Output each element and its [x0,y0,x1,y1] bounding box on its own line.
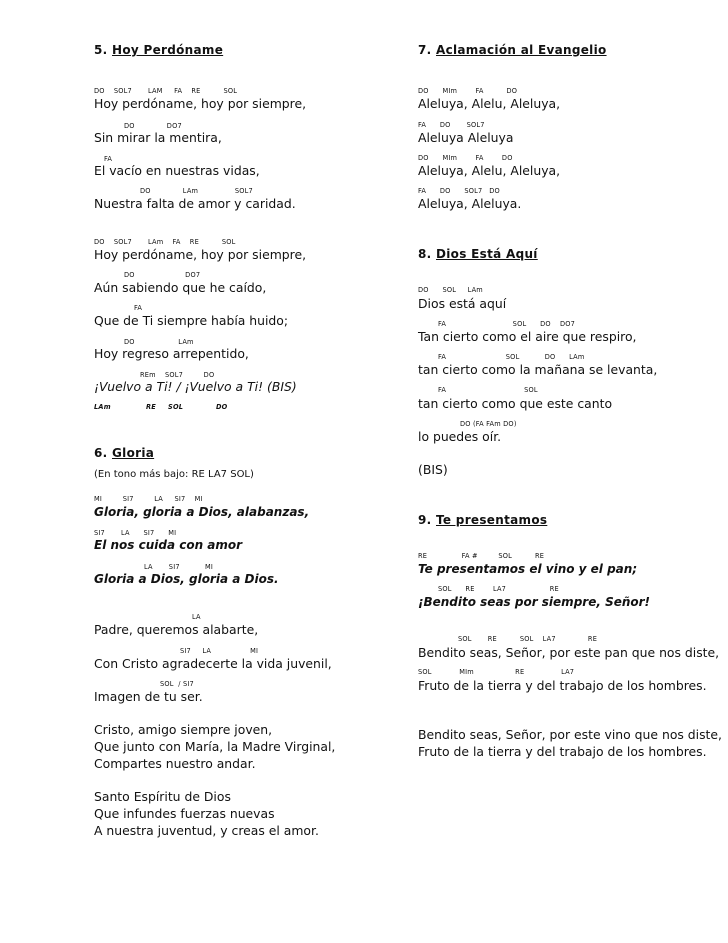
song-note: (En tono más bajo: RE LA7 SOL) [94,469,254,480]
lyric-line: Compartes nuestro andar. [94,756,256,771]
chord-line: SI7 LA MI [180,647,259,655]
chord-line: DO MIm FA DO [418,87,518,95]
chord-line: FA DO SOL7 [418,121,485,129]
lyric-line: Te presentamos el vino y el pan; [418,562,638,576]
chord-line: MI SI7 LA SI7 MI [94,495,203,503]
song-number: 5. [94,43,108,57]
lyric-line: Aleluya, Alelu, Aleluya, [418,163,561,178]
lyric-line: Hoy regreso arrepentido, [94,346,249,361]
chord-line: SOL RE SOL LA7 RE [458,635,598,643]
chord-line: DO SOL7 LAm FA RE SOL [94,238,236,246]
lyric-line: lo puedes oír. [418,429,502,444]
song-title: Te presentamos [436,513,548,527]
lyric-line: Cristo, amigo siempre joven, [94,722,273,737]
chord-line: RE FA # SOL RE [418,552,545,560]
lyric-line: Con Cristo agradecerte la vida juvenil, [94,656,332,671]
lyric-line: Hoy perdóname, hoy por siempre, [94,247,307,262]
lyric-line: Sin mirar la mentira, [94,130,222,145]
chord-line: DO DO7 [124,122,182,130]
song-title: Hoy Perdóname [112,43,224,57]
chord-line: SOL RE LA7 RE [438,585,559,593]
chord-line: FA SOL DO DO7 [438,320,576,328]
lyric-line: Gloria, gloria a Dios, alabanzas, [94,505,310,519]
song-heading [418,247,538,261]
chord: RE [146,403,156,411]
lyric-line: Santo Espíritu de Dios [94,789,231,804]
lyric-line: Dios está aquí [418,296,507,311]
lyric-line: ¡Vuelvo a Ti! / ¡Vuelvo a Ti! (BIS) [94,379,297,394]
chord-line: SOL / SI7 [160,680,194,688]
chord-line: FA [134,304,143,312]
lyric-line: Hoy perdóname, hoy por siempre, [94,96,307,111]
chord: LAm [94,403,111,411]
chord-line: SOL MIm RE LA7 [418,668,575,676]
chord-line: LA [192,613,201,621]
chord: SOL [168,403,184,411]
song-number: 8. [418,247,432,261]
lyric-line: tan cierto como que este canto [418,396,613,411]
song-title: Gloria [112,446,155,460]
chord-line: DO LAm SOL7 [140,187,253,195]
lyric-line: El vacío en nuestras vidas, [94,163,260,178]
chord-line: LA SI7 MI [144,563,214,571]
chord-line: FA DO SOL7 DO [418,187,500,195]
song-title: Aclamación al Evangelio [436,43,607,57]
song-heading [94,43,223,57]
lyric-line: Que de Ti siempre había huido; [94,313,289,328]
tail-chord-line [94,403,294,413]
chord-line: DO (FA FAm DO) [460,420,517,428]
lyric-line: Imagen de tu ser. [94,689,203,704]
lyric-line: Fruto de la tierra y del trabajo de los hombres. [418,744,707,759]
chord-line: DO DO7 [124,271,201,279]
song-number: 6. [94,446,108,460]
chord-line: DO MIm FA DO [418,154,513,162]
lyric-line: Nuestra falta de amor y caridad. [94,196,296,211]
chord-line: DO SOL7 LAM FA RE SOL [94,87,238,95]
chord-line: FA SOL [438,386,538,394]
lyric-line: Aleluya, Alelu, Aleluya, [418,96,561,111]
lyric-line: A nuestra juventud, y creas el amor. [94,823,319,838]
lyric-line: Gloria a Dios, gloria a Dios. [94,572,279,586]
lyric-line: Padre, queremos alabarte, [94,622,259,637]
song-heading [418,43,607,57]
chord-line: SI7 LA SI7 MI [94,529,177,537]
chord-line: DO SOL LAm [418,286,483,294]
lyric-line: Tan cierto como el aire que respiro, [418,329,637,344]
lyric-line: Bendito seas, Señor, por este pan que nos diste, [418,645,720,660]
lyric-line: Fruto de la tierra y del trabajo de los hombres. [418,678,707,693]
song-title: Dios Está Aquí [436,247,538,261]
song-heading [418,513,547,527]
chord-line: DO LAm [124,338,194,346]
lyric-line: tan cierto como la mañana se levanta, [418,362,658,377]
chord-line: REm SOL7 DO [140,371,215,379]
lyric-line: Aleluya Aleluya [418,130,514,145]
chord: DO [216,403,228,411]
song-number: 9. [418,513,432,527]
lyric-line: Aleluya, Aleluya. [418,196,522,211]
song-heading [94,446,154,460]
lyric-line: El nos cuida con amor [94,538,243,552]
lyric-line: Que junto con María, la Madre Virginal, [94,739,336,754]
chord-line: FA [104,155,113,163]
song-number: 7. [418,43,432,57]
lyric-line: Aún sabiendo que he caído, [94,280,267,295]
lyric-line: Que infundes fuerzas nuevas [94,806,275,821]
chord-line: FA SOL DO LAm [438,353,585,361]
lyric-line: ¡Bendito seas por siempre, Señor! [418,595,651,609]
bis-marker: (BIS) [418,462,448,477]
lyric-line: Bendito seas, Señor, por este vino que nos diste, [418,727,722,742]
